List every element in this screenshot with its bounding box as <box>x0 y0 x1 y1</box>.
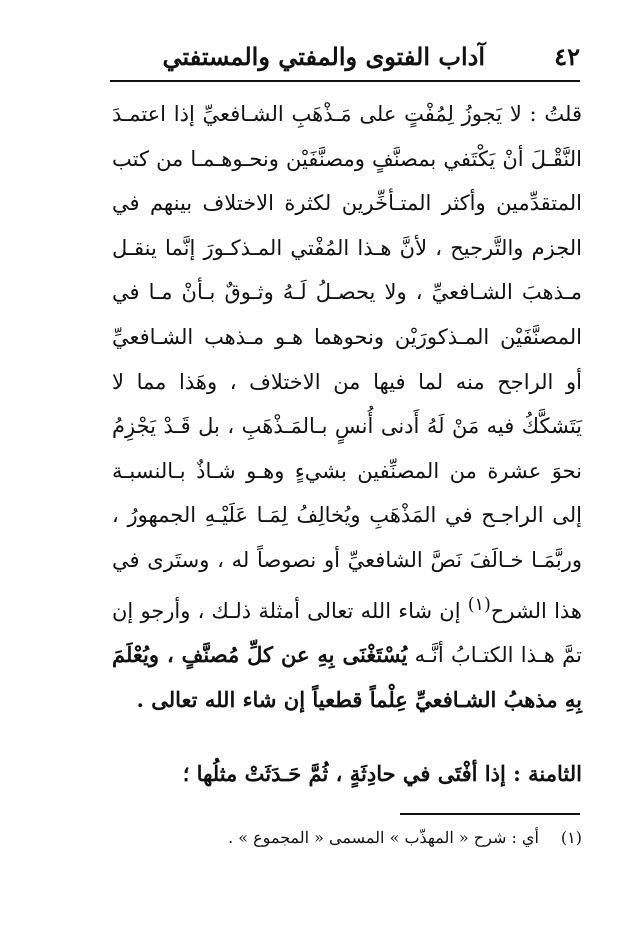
page-number: ٤٢ <box>554 42 580 71</box>
footnote-reference: (١) <box>467 594 491 615</box>
running-title: آداب الفتوى والمفتي والمستفتي <box>162 42 485 71</box>
footnote-marker: (١) <box>560 828 582 847</box>
main-paragraph-text: قلتُ : لا يَجوزُ لِمُفْتٍ على مَـذْهَبِ الشـافعيِّ إذا اعتمـدَ النَّقْـلَ أنْ يَكْتَفي بمصنَّفٍ ومصنَّفَيْن ونحـوهـمـا من كتب المتقدِّمين وأكثر المتـأخِّرين لكثرة الاختلاف بينهم في الجزم والتَّرجيح ، لأنَّ هـذا المُفْتي المـذكـورَ إنَّما ينقـل مـذهبَ الشـافعيِّ ، ولا يحصـلُ لَـهُ وثـوقٌ بـأنْ مـا في المصنَّفَيْن المـذكورَيْن ونحوهما هـو مـذهب الشـافعيِّ أو الراجح منه لما فيها من الاختلاف ، وهَذا مما لا يَتَشكَّكُ فيه مَنْ لَهُ أَدنى أُنسٍ بـالمَـذْهَبِ ، بل قَـدْ يَجْزِمُ نحوَ عشرة من المصنِّفين بشيءٍ وهـو شـاذٌ بـالنسبـة إلى الراجـح في المَذْهَبِ ويُخالِفُ لِمَـا عَلَيْـهِ الجمهورُ ، وربَّمَـا خـالَفَ نَصَّ الشافعيِّ أو نصوصاً له ، وستَرى في هذا الشرح <box>112 102 583 623</box>
section-heading: الثامنة : إذا أفْتَى في حادِثَةٍ ، ثُمَّ حَـدَثَتْ مثلُها ؛ <box>182 761 582 786</box>
page-header <box>110 42 580 82</box>
footnote <box>200 826 582 850</box>
main-paragraph <box>112 92 582 722</box>
header-rule <box>110 80 580 82</box>
footnote-rule <box>400 813 580 815</box>
footnote-text: أي : شرح « المهذّب » المسمى « المجموع » . <box>228 828 539 847</box>
main-paragraph-continuation: إن شاء الله تعالى أمثلة ذلـك ، وأرجو إن تمَّ هـذا الكتـابُ أنَّـه <box>112 598 582 668</box>
main-paragraph-bold: يُسْتَغْنَى بِهِ عن كلِّ مُصنَّفٍ ، ويُعْلَمَ بِهِ مذهبُ الشـافعيِّ عِلْماً قطعياً إن شاء الله تعالى . <box>112 642 582 712</box>
